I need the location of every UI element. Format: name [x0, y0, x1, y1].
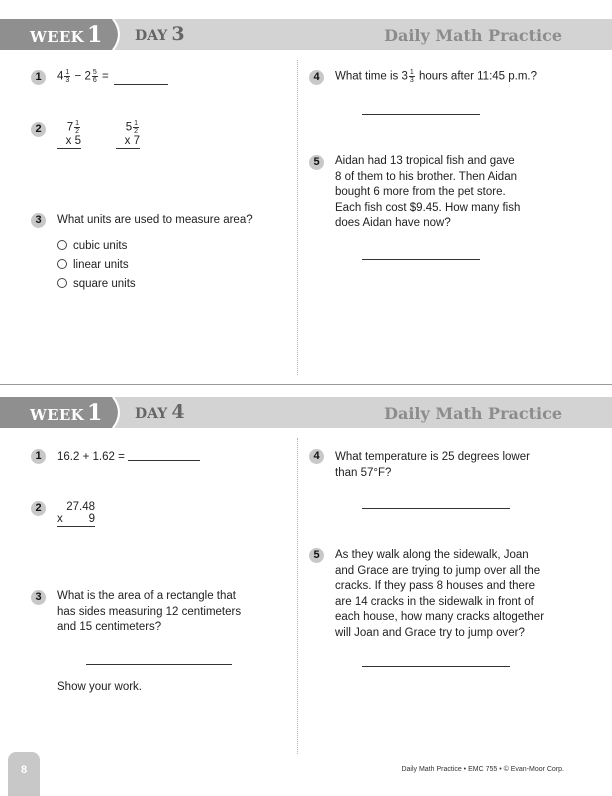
text-line: each house, how many cracks altogether: [335, 611, 545, 623]
text-line: and Grace are trying to jump over all the: [335, 564, 541, 577]
answer-option[interactable]: [57, 239, 127, 254]
answer-line: [128, 460, 200, 461]
week-word: WEEK: [30, 406, 84, 424]
fraction: [133, 120, 139, 135]
whole-number: 2: [84, 70, 91, 83]
week-number: 1: [86, 22, 103, 48]
fraction: [92, 69, 98, 84]
text-line: and 15 centimeters?: [57, 621, 162, 633]
question-number: 2: [31, 501, 46, 516]
column-divider: [297, 60, 298, 375]
fraction: [74, 120, 80, 135]
question-text: What units are used to measure area?: [57, 214, 253, 226]
denominator: 3: [409, 77, 414, 84]
week-word: WEEK: [30, 28, 84, 46]
denominator: 2: [134, 128, 138, 135]
times-sign: x: [57, 513, 63, 525]
week-tab: [0, 19, 126, 50]
equals-sign: =: [101, 70, 109, 83]
question-number: 4: [309, 70, 324, 85]
text-line: 8 of them to his brother. Then Aidan: [335, 170, 517, 183]
numerator: 1: [75, 120, 79, 127]
fraction: [64, 69, 70, 84]
denominator: 2: [75, 128, 79, 135]
numerator: 5: [92, 69, 97, 76]
answer-option[interactable]: [57, 258, 129, 273]
fraction-subtraction-problem: [57, 69, 109, 85]
text-line: does Aidan have now?: [335, 217, 451, 229]
section-separator: [0, 384, 612, 385]
option-label: square units: [73, 278, 136, 290]
multiplier: 9: [88, 513, 95, 525]
section-title: Daily Math Practice: [384, 26, 562, 45]
denominator: 6: [92, 77, 97, 84]
text-line: than 57°F?: [335, 466, 392, 479]
numerator: 1: [409, 69, 414, 76]
word-problem: [57, 589, 241, 636]
numerator: 1: [134, 120, 138, 127]
answer-line: [362, 259, 480, 260]
text-line: Aidan had 13 tropical fish and gave: [335, 155, 515, 167]
multiplicand: 27.48: [66, 501, 95, 513]
answer-line: [362, 114, 480, 115]
text-line: As they walk along the sidewalk, Joan: [335, 549, 529, 561]
radio-circle-icon[interactable]: [57, 278, 67, 288]
option-label: linear units: [73, 259, 129, 271]
question-number: 5: [309, 548, 324, 563]
multiplication-problem-b: [116, 120, 140, 149]
text-line: will Joan and Grace try to jump over?: [335, 626, 525, 639]
word-problem: [335, 548, 544, 641]
fraction: [409, 69, 415, 84]
question-number: 1: [31, 449, 46, 464]
whole-number: 4: [57, 70, 64, 83]
footer-credit: Daily Math Practice • EMC 755 • © Evan-Moor Corp.: [401, 766, 564, 773]
whole-number: 5: [125, 121, 133, 134]
answer-line: [86, 664, 232, 665]
question-text-start: What time is 3: [335, 70, 408, 83]
question-text: [335, 69, 537, 85]
question-number: 1: [31, 70, 46, 85]
day-word: DAY: [135, 406, 168, 422]
text-line: cracks. If they pass 8 houses and there: [335, 580, 536, 592]
text-line: What temperature is 25 degrees lower: [335, 451, 530, 463]
multiplicand: [116, 120, 140, 135]
day3-header-banner: [0, 19, 612, 50]
text-line: What is the area of a rectangle that: [57, 590, 236, 602]
week-label: [30, 22, 103, 48]
day-label: [135, 23, 185, 45]
word-problem: [335, 154, 520, 232]
answer-option[interactable]: [57, 277, 136, 292]
page-number-tab: 8: [8, 752, 40, 796]
minus-sign: −: [74, 70, 82, 83]
multiplication-problem: [57, 501, 95, 527]
answer-line: [362, 666, 510, 667]
day-number: 3: [171, 23, 185, 45]
section-title: Daily Math Practice: [384, 404, 562, 423]
multiplier-row: [57, 513, 95, 527]
multiplicand: [57, 120, 81, 135]
day-number: 4: [171, 401, 185, 423]
day-label: [135, 401, 185, 423]
show-work-instruction: Show your work.: [57, 681, 143, 693]
question-number: 3: [31, 590, 46, 605]
answer-line: [114, 84, 168, 85]
week-label: [30, 400, 103, 426]
day-word: DAY: [135, 28, 168, 44]
option-label: cubic units: [73, 240, 128, 252]
question-text: [335, 450, 530, 481]
week-tab: [0, 397, 126, 428]
text-line: bought 6 more from the pet store.: [335, 186, 506, 198]
radio-circle-icon[interactable]: [57, 259, 67, 269]
day4-header-banner: [0, 397, 612, 428]
multiplication-problem-a: [57, 120, 81, 149]
question-number: 2: [31, 122, 46, 137]
whole-number: 7: [66, 121, 74, 134]
question-number: 5: [309, 155, 324, 170]
question-text: 16.2 + 1.62 =: [57, 451, 125, 463]
column-divider: [297, 438, 298, 754]
multiplier: x 5: [57, 135, 81, 149]
text-line: Each fish cost $9.45. How many fish: [335, 201, 521, 214]
radio-circle-icon[interactable]: [57, 240, 67, 250]
denominator: 3: [65, 77, 70, 84]
question-number: 3: [31, 213, 46, 228]
question-number: 4: [309, 449, 324, 464]
answer-line: [362, 508, 510, 509]
question-text-end: hours after 11:45 p.m.?: [415, 70, 538, 83]
numerator: 1: [65, 69, 70, 76]
multiplier: x 7: [116, 135, 140, 149]
week-number: 1: [86, 400, 103, 426]
text-line: has sides measuring 12 centimeters: [57, 605, 242, 618]
text-line: are 14 cracks in the sidewalk in front of: [335, 595, 534, 608]
